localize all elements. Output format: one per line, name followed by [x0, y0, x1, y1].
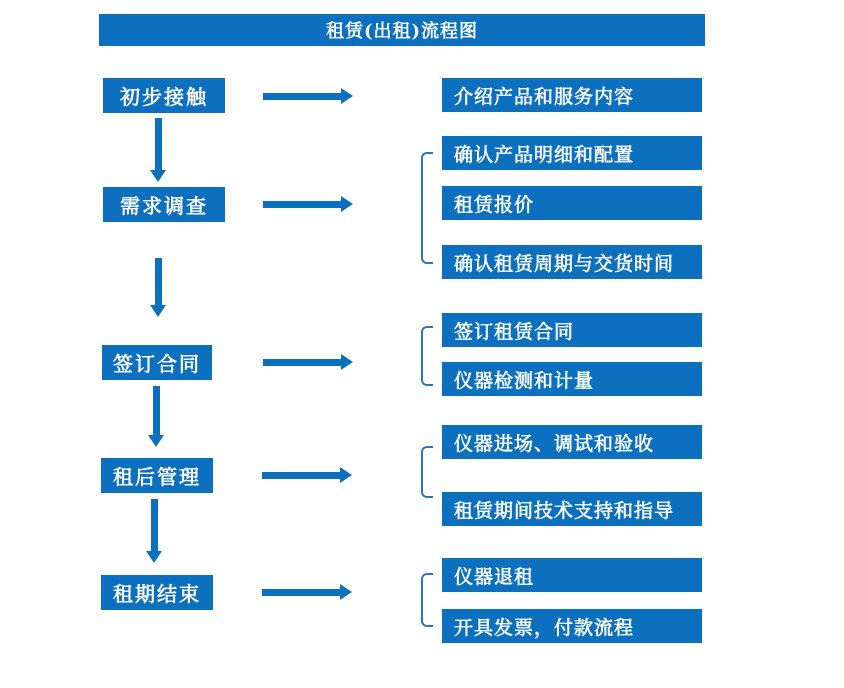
right-arrow-icon: [263, 354, 353, 370]
down-arrow-icon: [146, 499, 162, 563]
right-arrow-icon: [262, 467, 352, 483]
group-bracket-icon: [421, 326, 433, 386]
group-bracket-icon: [421, 573, 433, 627]
stage-box-post-rental-management: 租后管理: [101, 458, 213, 493]
down-arrow-icon: [150, 258, 166, 317]
title-banner: [99, 14, 705, 46]
detail-box-instrument-return: 仪器退租: [442, 558, 702, 592]
stage-box-initial-contact: 初步接触: [103, 78, 225, 113]
detail-box-invoice-payment: 开具发票，付款流程: [442, 609, 702, 643]
down-arrow-icon: [148, 386, 164, 447]
group-bracket-icon: [421, 152, 433, 264]
detail-box-confirm-rental-period: 确认租赁周期与交货时间: [442, 245, 702, 279]
detail-box-instrument-inspection: 仪器检测和计量: [442, 362, 702, 396]
right-arrow-icon: [263, 88, 353, 104]
page-title: 租赁(出租)流程图: [325, 21, 479, 42]
stage-box-demand-survey: 需求调查: [103, 187, 225, 222]
down-arrow-icon: [150, 118, 166, 182]
stage-box-lease-end: 租期结束: [101, 575, 213, 610]
detail-box-rental-tech-support: 租赁期间技术支持和指导: [442, 492, 702, 526]
detail-box-rental-quote: 租赁报价: [442, 186, 702, 220]
right-arrow-icon: [263, 196, 353, 212]
detail-box-introduce-products: 介绍产品和服务内容: [442, 78, 702, 112]
detail-box-confirm-product-details: 确认产品明细和配置: [442, 136, 702, 170]
right-arrow-icon: [262, 584, 352, 600]
stage-box-sign-contract: 签订合同: [102, 345, 212, 380]
detail-box-sign-rental-contract: 签订租赁合同: [442, 313, 702, 347]
detail-box-instrument-setup: 仪器进场、调试和验收: [442, 425, 702, 459]
group-bracket-icon: [421, 446, 433, 498]
